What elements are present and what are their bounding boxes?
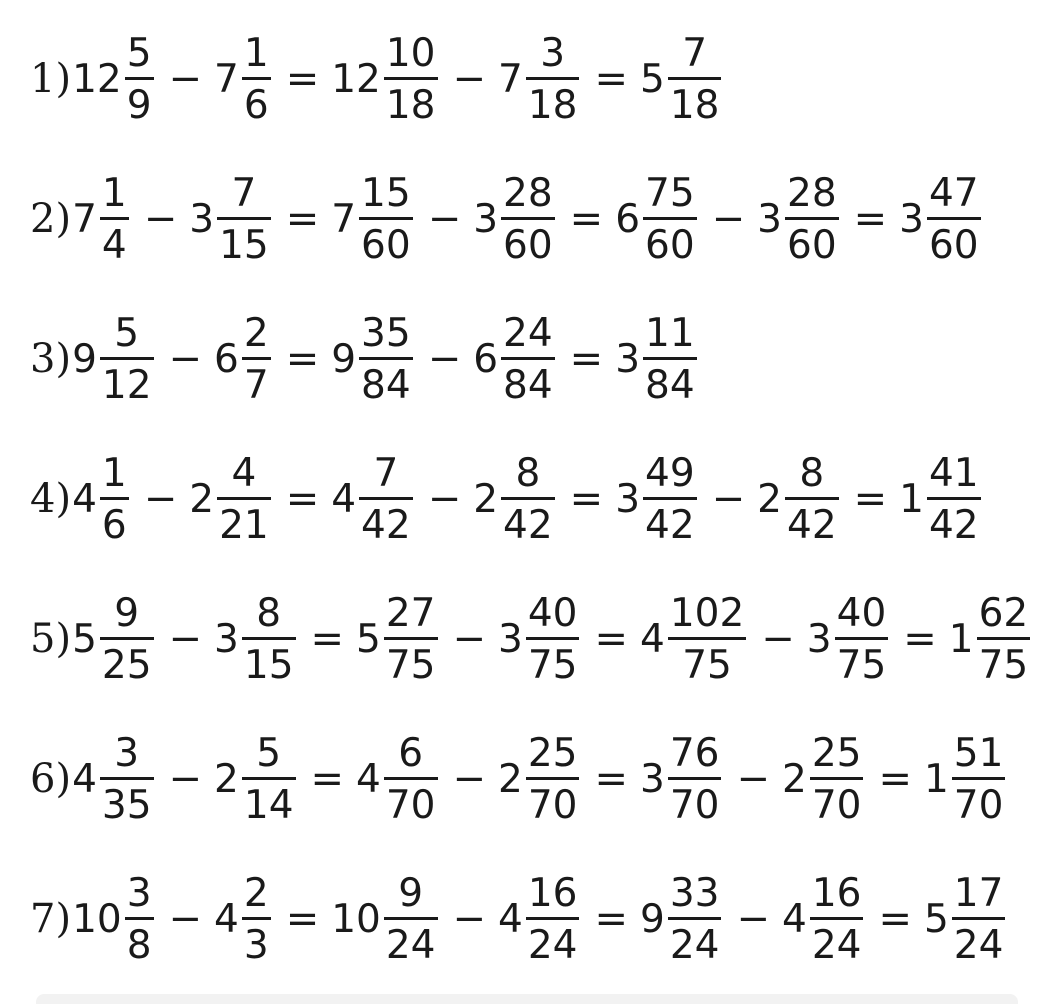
- equals-sign: =: [594, 896, 628, 942]
- whole-part: 10: [72, 896, 122, 942]
- numerator: 1: [101, 450, 127, 496]
- numerator: 8: [799, 450, 825, 496]
- whole-part: 7: [498, 56, 523, 102]
- denominator: 18: [669, 82, 720, 128]
- whole-part: 2: [757, 476, 782, 522]
- numerator: 16: [811, 870, 862, 916]
- denominator: 84: [361, 362, 411, 408]
- minus-sign: −: [143, 476, 178, 522]
- numerator: 25: [811, 730, 862, 776]
- numerator: 15: [361, 170, 411, 216]
- fraction: [977, 590, 1031, 688]
- mixed-number: [331, 30, 440, 128]
- denominator: 18: [527, 82, 578, 128]
- numerator: 35: [361, 310, 411, 356]
- mixed-number: [72, 870, 156, 968]
- mixed-number: [615, 450, 699, 548]
- whole-part: 7: [331, 196, 357, 242]
- whole-part: 10: [331, 896, 381, 942]
- bottom-panel-edge: [36, 994, 1018, 1004]
- mixed-number: [72, 450, 132, 548]
- whole-part: 9: [72, 336, 97, 382]
- fraction: [501, 450, 555, 548]
- equation-number: 7): [30, 896, 72, 942]
- mixed-number: [331, 310, 415, 408]
- equation-row: [30, 299, 700, 419]
- equals-sign: =: [285, 476, 320, 522]
- fraction: [242, 870, 271, 968]
- fraction: [125, 870, 154, 968]
- minus-sign: −: [427, 196, 462, 242]
- mixed-number: [189, 170, 273, 268]
- mixed-number: [923, 730, 1008, 828]
- minus-sign: −: [427, 336, 462, 382]
- whole-part: 1: [899, 476, 924, 522]
- minus-sign: −: [168, 756, 203, 802]
- denominator: 3: [243, 922, 269, 968]
- whole-part: 4: [640, 616, 665, 662]
- fraction: [242, 590, 296, 688]
- fraction: [668, 30, 722, 128]
- mixed-number: [331, 450, 415, 548]
- numerator: 10: [385, 30, 436, 76]
- mixed-number: [781, 730, 866, 828]
- minus-sign: −: [168, 616, 203, 662]
- denominator: 75: [385, 642, 436, 688]
- whole-part: 3: [640, 756, 665, 802]
- mixed-number: [498, 30, 582, 128]
- whole-part: 3: [899, 196, 924, 242]
- numerator: 40: [527, 590, 578, 636]
- mixed-number: [72, 730, 156, 828]
- whole-part: 3: [214, 616, 239, 662]
- fraction: [526, 590, 580, 688]
- whole-part: 3: [757, 196, 782, 242]
- numerator: 5: [256, 730, 282, 776]
- denominator: 14: [243, 782, 294, 828]
- denominator: 6: [243, 82, 269, 128]
- numerator: 5: [114, 310, 140, 356]
- denominator: 70: [527, 782, 578, 828]
- mixed-number: [640, 590, 749, 688]
- denominator: 60: [645, 222, 695, 268]
- whole-part: 6: [214, 336, 239, 382]
- minus-sign: −: [168, 896, 203, 942]
- fraction: [810, 730, 864, 828]
- equals-sign: =: [853, 476, 888, 522]
- denominator: 6: [101, 502, 127, 548]
- equals-sign: =: [569, 336, 604, 382]
- fraction: [501, 310, 555, 408]
- fraction: [242, 30, 271, 128]
- whole-part: 4: [214, 896, 239, 942]
- fraction: [100, 450, 129, 548]
- fraction: [359, 310, 413, 408]
- equals-sign: =: [878, 896, 912, 942]
- mixed-number: [757, 170, 841, 268]
- fraction: [384, 590, 438, 688]
- mixed-number: [214, 30, 274, 128]
- numerator: 2: [243, 310, 269, 356]
- mixed-number: [615, 310, 699, 408]
- whole-part: 9: [331, 336, 357, 382]
- numerator: 2: [243, 870, 269, 916]
- fraction: [526, 870, 580, 968]
- equals-sign: =: [310, 616, 345, 662]
- mixed-number: [356, 730, 440, 828]
- numerator: 9: [114, 590, 140, 636]
- mixed-number: [640, 870, 724, 968]
- numerator: 76: [669, 730, 720, 776]
- whole-part: 12: [331, 56, 381, 102]
- fraction: [100, 590, 154, 688]
- mixed-number: [806, 590, 891, 688]
- equals-sign: =: [594, 616, 628, 662]
- fraction: [359, 170, 413, 268]
- mixed-number: [757, 450, 841, 548]
- whole-part: 4: [498, 896, 523, 942]
- numerator: 7: [682, 30, 708, 76]
- denominator: 9: [126, 82, 152, 128]
- whole-part: 3: [189, 196, 215, 242]
- fraction: [100, 730, 154, 828]
- fraction: [100, 310, 154, 408]
- equation-number: 5): [30, 616, 72, 662]
- whole-part: 4: [781, 896, 807, 942]
- minus-sign: −: [711, 476, 746, 522]
- minus-sign: −: [143, 196, 178, 242]
- denominator: 70: [385, 782, 436, 828]
- denominator: 42: [928, 502, 979, 548]
- whole-part: 4: [72, 756, 97, 802]
- numerator: 62: [978, 590, 1029, 636]
- equation-row: [30, 719, 1008, 839]
- fraction: [359, 450, 413, 548]
- numerator: 3: [126, 870, 152, 916]
- mixed-number: [214, 730, 298, 828]
- fraction: [526, 30, 580, 128]
- mixed-number: [473, 170, 557, 268]
- fraction: [952, 870, 1006, 968]
- mixed-number: [189, 450, 273, 548]
- fraction: [643, 450, 697, 548]
- denominator: 35: [101, 782, 152, 828]
- denominator: 24: [527, 922, 578, 968]
- minus-sign: −: [736, 896, 770, 942]
- mixed-number: [498, 870, 582, 968]
- mixed-number: [72, 310, 156, 408]
- whole-part: 6: [473, 336, 499, 382]
- denominator: 60: [361, 222, 411, 268]
- mixed-number: [473, 450, 557, 548]
- numerator: 8: [256, 590, 282, 636]
- numerator: 28: [503, 170, 553, 216]
- whole-part: 3: [615, 476, 641, 522]
- numerator: 17: [953, 870, 1004, 916]
- fraction: [384, 730, 438, 828]
- minus-sign: −: [452, 56, 487, 102]
- fraction: [217, 450, 271, 548]
- denominator: 42: [503, 502, 553, 548]
- minus-sign: −: [452, 896, 487, 942]
- denominator: 75: [682, 642, 732, 688]
- mixed-number: [214, 870, 274, 968]
- denominator: 24: [811, 922, 862, 968]
- minus-sign: −: [736, 756, 770, 802]
- fraction: [501, 170, 555, 268]
- equals-sign: =: [285, 196, 320, 242]
- minus-sign: −: [168, 336, 203, 382]
- numerator: 4: [231, 450, 257, 496]
- denominator: 25: [101, 642, 152, 688]
- fraction: [785, 450, 839, 548]
- mixed-number: [640, 730, 724, 828]
- denominator: 70: [669, 782, 720, 828]
- denominator: 7: [243, 362, 269, 408]
- equals-sign: =: [878, 756, 912, 802]
- denominator: 18: [385, 82, 436, 128]
- numerator: 40: [836, 590, 887, 636]
- numerator: 6: [398, 730, 424, 776]
- fraction: [668, 590, 746, 688]
- whole-part: 12: [72, 56, 122, 102]
- numerator: 16: [527, 870, 578, 916]
- equals-sign: =: [285, 56, 320, 102]
- fraction: [217, 170, 271, 268]
- whole-part: 4: [356, 756, 381, 802]
- equals-sign: =: [594, 56, 628, 102]
- mixed-number: [899, 450, 983, 548]
- equation-number: 4): [30, 476, 72, 522]
- whole-part: 6: [615, 196, 641, 242]
- fraction: [526, 730, 580, 828]
- mixed-number: [498, 590, 582, 688]
- mixed-number: [356, 590, 440, 688]
- whole-part: 4: [331, 476, 357, 522]
- denominator: 75: [527, 642, 578, 688]
- denominator: 12: [101, 362, 152, 408]
- denominator: 24: [385, 922, 436, 968]
- numerator: 33: [669, 870, 720, 916]
- mixed-number: [72, 170, 132, 268]
- whole-part: 1: [948, 616, 974, 662]
- denominator: 24: [669, 922, 720, 968]
- whole-part: 3: [473, 196, 499, 242]
- whole-part: 2: [214, 756, 239, 802]
- numerator: 51: [953, 730, 1004, 776]
- equation-number: 6): [30, 756, 72, 802]
- denominator: 8: [126, 922, 152, 968]
- equation-number: 2): [30, 196, 72, 242]
- denominator: 84: [503, 362, 553, 408]
- numerator: 7: [231, 170, 257, 216]
- whole-part: 2: [473, 476, 499, 522]
- whole-part: 1: [923, 756, 949, 802]
- equation-row: [30, 859, 1008, 979]
- fraction: [668, 730, 722, 828]
- denominator: 21: [219, 502, 269, 548]
- numerator: 3: [114, 730, 140, 776]
- minus-sign: −: [168, 56, 203, 102]
- fraction: [384, 870, 438, 968]
- equals-sign: =: [310, 756, 345, 802]
- equation-number: 3): [30, 336, 72, 382]
- whole-part: 4: [72, 476, 97, 522]
- mixed-number: [899, 170, 983, 268]
- numerator: 5: [126, 30, 152, 76]
- whole-part: 5: [72, 616, 97, 662]
- mixed-number: [923, 870, 1008, 968]
- numerator: 49: [645, 450, 695, 496]
- minus-sign: −: [452, 616, 487, 662]
- fraction: [927, 450, 981, 548]
- numerator: 41: [928, 450, 979, 496]
- mixed-number: [781, 870, 866, 968]
- equation-row: [30, 579, 1033, 699]
- fraction: [785, 170, 839, 268]
- minus-sign: −: [761, 616, 795, 662]
- mixed-number: [214, 590, 298, 688]
- mixed-number: [72, 590, 156, 688]
- mixed-number: [331, 170, 415, 268]
- numerator: 7: [373, 450, 399, 496]
- fraction: [952, 730, 1006, 828]
- mixed-number: [473, 310, 557, 408]
- mixed-number: [615, 170, 699, 268]
- whole-part: 3: [806, 616, 832, 662]
- numerator: 9: [398, 870, 424, 916]
- denominator: 42: [645, 502, 695, 548]
- whole-part: 3: [498, 616, 523, 662]
- denominator: 75: [978, 642, 1029, 688]
- whole-part: 2: [189, 476, 215, 522]
- denominator: 75: [836, 642, 887, 688]
- numerator: 75: [645, 170, 695, 216]
- fraction: [384, 30, 438, 128]
- numerator: 1: [101, 170, 127, 216]
- denominator: 24: [953, 922, 1004, 968]
- denominator: 42: [361, 502, 411, 548]
- numerator: 1: [243, 30, 269, 76]
- denominator: 60: [787, 222, 837, 268]
- fraction: [125, 30, 154, 128]
- equals-sign: =: [594, 756, 628, 802]
- fraction: [643, 310, 697, 408]
- denominator: 70: [811, 782, 862, 828]
- numerator: 8: [515, 450, 541, 496]
- mixed-number: [72, 30, 156, 128]
- minus-sign: −: [452, 756, 487, 802]
- minus-sign: −: [427, 476, 462, 522]
- denominator: 15: [219, 222, 269, 268]
- mixed-number: [640, 30, 724, 128]
- whole-part: 9: [640, 896, 665, 942]
- fraction: [100, 170, 129, 268]
- minus-sign: −: [711, 196, 746, 242]
- whole-part: 5: [923, 896, 949, 942]
- denominator: 42: [787, 502, 837, 548]
- numerator: 11: [645, 310, 695, 356]
- numerator: 3: [540, 30, 566, 76]
- whole-part: 7: [72, 196, 97, 242]
- equals-sign: =: [569, 196, 604, 242]
- fraction: [927, 170, 981, 268]
- mixed-number: [948, 590, 1033, 688]
- equation-row: [30, 19, 724, 139]
- fraction: [810, 870, 864, 968]
- equation-number: 1): [30, 56, 72, 102]
- equation-row: [30, 439, 984, 559]
- numerator: 47: [928, 170, 979, 216]
- fraction: [242, 730, 296, 828]
- whole-part: 2: [498, 756, 523, 802]
- denominator: 15: [243, 642, 294, 688]
- denominator: 70: [953, 782, 1004, 828]
- denominator: 84: [645, 362, 695, 408]
- denominator: 60: [503, 222, 553, 268]
- denominator: 4: [101, 222, 127, 268]
- mixed-number: [498, 730, 582, 828]
- equation-row: [30, 159, 984, 279]
- fraction: [242, 310, 271, 408]
- numerator: 27: [385, 590, 436, 636]
- whole-part: 5: [640, 56, 665, 102]
- fraction: [835, 590, 889, 688]
- numerator: 28: [787, 170, 837, 216]
- fraction: [668, 870, 722, 968]
- fraction: [643, 170, 697, 268]
- numerator: 25: [527, 730, 578, 776]
- whole-part: 2: [781, 756, 807, 802]
- equals-sign: =: [285, 896, 320, 942]
- equals-sign: =: [569, 476, 604, 522]
- equals-sign: =: [853, 196, 888, 242]
- equals-sign: =: [903, 616, 937, 662]
- numerator: 24: [503, 310, 553, 356]
- equals-sign: =: [285, 336, 320, 382]
- numerator: 102: [669, 590, 745, 636]
- whole-part: 3: [615, 336, 641, 382]
- whole-part: 7: [214, 56, 239, 102]
- mixed-number: [214, 310, 274, 408]
- mixed-number: [331, 870, 440, 968]
- whole-part: 5: [356, 616, 381, 662]
- denominator: 60: [928, 222, 979, 268]
